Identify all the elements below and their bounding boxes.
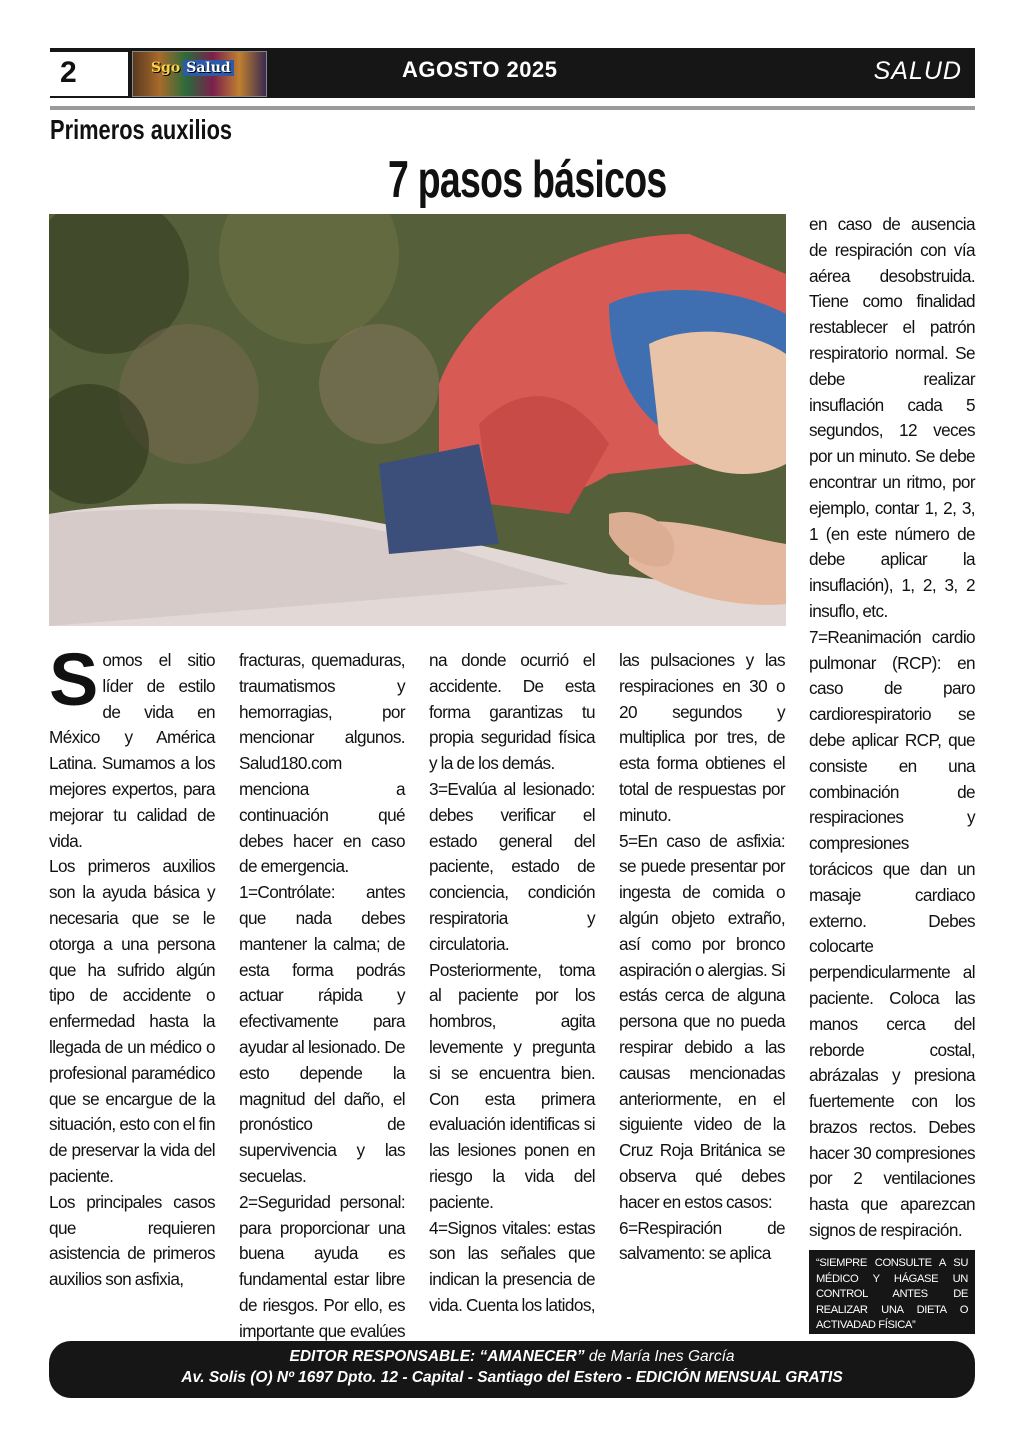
footer-editor-line bbox=[49, 1348, 975, 1366]
section-name: SALUD bbox=[873, 57, 962, 85]
logo-word-salud: Salud bbox=[183, 60, 233, 76]
col2-paragraph-2: 1=Contrólate: antes que nada debes mantener la calma; de esta forma podrás actuar rápida y efectivamente para ayudar al lesionado. De esto depende la magnitud del daño, el pronóstico de supervivencia y las secuelas. bbox=[239, 882, 405, 1186]
col5-paragraph-1: en caso de ausencia de respiración con vía aérea desobstruida. Tiene como finalidad restablecer el patrón respiratorio normal. Se debe realizar insuflación cada 5 segundos, 12 veces por un minuto. Se debe encontrar un ritmo, por ejemplo, contar 1, 2, 3, 1 (en este número de debe aplicar la insuflación), 1, 2, 3, 2 insuflo, etc. bbox=[809, 214, 975, 621]
header-rule bbox=[50, 106, 975, 110]
col4-paragraph-2: 5=En caso de asfixia: se puede presentar por ingesta de comida o algún objeto extraño, así como por bronco aspiración o alergias. Si estás cerca de alguna persona que no pueda respirar debido a las causas mencionadas anteriormente, en el siguiente video de la Cruz Roja Británica se observa qué debes hacer en estos casos: bbox=[619, 830, 785, 1212]
article-column-1 bbox=[49, 638, 215, 1293]
advice-quote-box: “SIEMPRE CONSULTE A SU MÉDICO Y HÁGASE UN CONTROL ANTES DE REALIZAR UNA DIETA O ACTIVADAD FÍSICA” bbox=[809, 1250, 975, 1334]
footer-address: Av. Solis (O) Nº 1697 Dpto. 12 - Capital - Santiago del Estero - EDICIÓN MENSUAL GRATIS bbox=[181, 1369, 843, 1386]
col1-paragraph-1: omos el sitio líder de estilo de vida en México y América Latina. Sumamos a los mejores expertos, para mejorar tu calidad de vida. bbox=[49, 650, 215, 851]
col2-paragraph-3: 2=Seguridad personal: para proporcionar una buena ayuda es fundamental estar libre de riesgos. Por ello, es importante que evalúes bbox=[239, 1191, 405, 1341]
page-number: 2 bbox=[60, 56, 77, 89]
sgo-salud-logo bbox=[132, 51, 267, 97]
col3-paragraph-2: 3=Evalúa al lesionado: debes verificar el estado general del paciente, estado de conciencia, condición respiratoria y circulatoria. Posteriormente, toma al paciente por los hombros, agita levemente y pregunta si se encuentra bien. Con esta primera evaluación identificas si las lesiones ponen en riesgo la vida del paciente. bbox=[429, 778, 595, 1212]
article-column-5 bbox=[809, 212, 975, 1244]
col3-paragraph-3: 4=Signos vitales: estas son las señales que indican la presencia de vida. Cuenta los latidos, bbox=[429, 1217, 595, 1315]
article-headline: 7 pasos básicos bbox=[388, 151, 667, 209]
footer-editor-label: EDITOR RESPONSABLE: “AMANECER” bbox=[289, 1348, 585, 1365]
drop-cap: S bbox=[49, 638, 99, 721]
col4-paragraph-3: 6=Respiración de salvamento: se aplica bbox=[619, 1217, 785, 1264]
article-kicker: Primeros auxilios bbox=[50, 114, 233, 145]
col3-paragraph-1: na donde ocurrió el accidente. De esta forma garantizas tu propia seguridad física y la de los demás. bbox=[429, 650, 595, 774]
logo-word-sgo: Sgo bbox=[151, 60, 181, 76]
cpr-photo-icon bbox=[49, 214, 786, 626]
issue-date: AGOSTO 2025 bbox=[402, 57, 558, 82]
article-column-4 bbox=[619, 648, 785, 1267]
col5-paragraph-2: 7=Reanimación cardio pulmonar (RCP): en caso de paro cardiorespiratorio se debe aplicar RCP, que consiste en una combinación de respiraciones y compresiones torácicos que dan un masaje cardiaco externo. Debes colocarte perpendicularmente al paciente. Coloca las manos cerca del reborde costal, abrázalas y presiona fuertemente con los brazos rectos. Debes hacer 30 compresiones por 2 ventilaciones hasta que aparezcan signos de respiración. bbox=[809, 626, 975, 1241]
footer-editor-name: de María Ines García bbox=[584, 1348, 735, 1365]
col1-paragraph-3: Los principales casos que requieren asistencia de primeros auxilios son asfixia, bbox=[49, 1191, 215, 1290]
cpr-photo bbox=[49, 214, 786, 626]
footer-bar bbox=[49, 1341, 975, 1398]
col1-paragraph-2: Los primeros auxilios son la ayuda básica y necesaria que se le otorga a una persona que ha sufrido algún tipo de accidente o enfermedad hasta la llegada de un médico o profesional paramédico que se encargue de la situación, esto con el fin de preservar la vida del paciente. bbox=[49, 856, 215, 1186]
logo-text bbox=[151, 60, 234, 76]
col2-paragraph-1: fracturas, quemaduras, traumatismos y hemorragias, por mencionar algunos. Salud180.com menciona a continuación qué debes hacer en caso de emergencia. bbox=[239, 650, 405, 877]
article-column-3 bbox=[429, 648, 595, 1319]
col4-paragraph-1: las pulsaciones y las respiraciones en 30 o 20 segundos y multiplica por tres, de esta forma obtienes el total de respuestas por minuto. bbox=[619, 650, 785, 825]
article-column-2 bbox=[239, 648, 405, 1370]
